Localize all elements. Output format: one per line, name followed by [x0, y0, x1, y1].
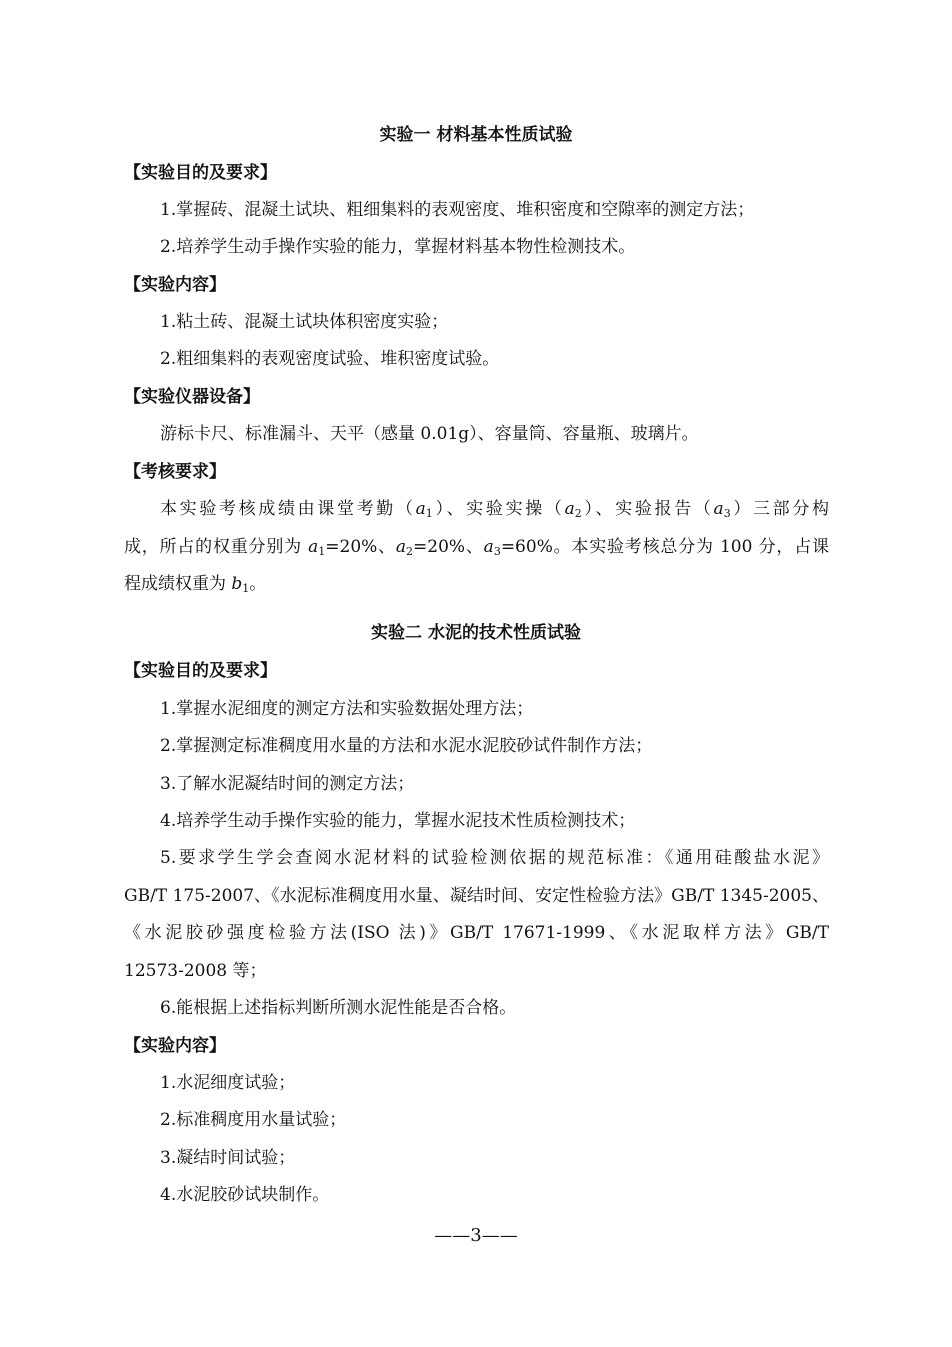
- exp2-goal-5-line-3: 《水泥胶砂强度检验方法(ISO 法)》GB/T 17671-1999、《水泥取样方法》GB/T: [124, 923, 829, 943]
- exp2-content-2: 2.标准稠度用水量试验；: [160, 1110, 347, 1130]
- exp2-goal-2: 2.掌握测定标准稠度用水量的方法和水泥水泥胶砂试件制作方法；: [160, 736, 653, 756]
- exp1-assessment-line-3: 程成绩权重为 $b_1$。: [124, 574, 267, 595]
- exp2-content-3: 3.凝结时间试验；: [160, 1148, 296, 1168]
- exp2-goal-6: 6.能根据上述指标判断所测水泥性能是否合格。: [160, 998, 517, 1018]
- exp1-assessment-line-1: 本实验考核成绩由课堂考勤$(a_1)$、实验实操$(a_2)$、实验报告$(a_3)$三部分构: [160, 499, 830, 520]
- exp1-assessment-line-2: 成，所占的权重分别为 $a_1=20\%$、$a_2=20\%$、$a_3=60\%$。本实验考核总分为 100 分，占课: [124, 537, 830, 558]
- exp1-content-2: 2.粗细集料的表观密度试验、堆积密度试验。: [160, 349, 500, 369]
- exp1-heading-goal: 【实验目的及要求】: [124, 163, 277, 183]
- exp2-goal-5-line-2: GB/T 175-2007、《水泥标准稠度用水量、凝结时间、安定性检验方法》GB/T 1345-2005、: [124, 886, 829, 906]
- exp1-heading-assessment: 【考核要求】: [124, 462, 226, 482]
- exp1-heading-content: 【实验内容】: [124, 275, 226, 295]
- exp2-goal-1: 1.掌握水泥细度的测定方法和实验数据处理方法；: [160, 699, 534, 719]
- exp1-content-1: 1.粘土砖、混凝土试块体积密度实验；: [160, 312, 449, 332]
- exp2-goal-3: 3.了解水泥凝结时间的测定方法；: [160, 774, 415, 794]
- exp1-heading-equipment: 【实验仪器设备】: [124, 387, 260, 407]
- exp2-goal-5-line-1: 5.要求学生学会查阅水泥材料的试验检测依据的规范标准：《通用硅酸盐水泥》: [160, 848, 829, 868]
- exp2-heading-content: 【实验内容】: [124, 1036, 226, 1056]
- exp1-goal-1: 1.掌握砖、混凝土试块、粗细集料的表观密度、堆积密度和空隙率的测定方法；: [160, 200, 755, 220]
- exp1-title: 实验一 材料基本性质试验: [379, 125, 573, 145]
- exp2-goal-5-line-4: 12573-2008 等；: [124, 961, 267, 981]
- exp2-content-1: 1.水泥细度试验；: [160, 1073, 296, 1093]
- exp1-equipment: 游标卡尺、标准漏斗、天平（感量 0.01g）、容量筒、容量瓶、玻璃片。: [160, 424, 699, 444]
- exp2-content-4: 4.水泥胶砂试块制作。: [160, 1185, 330, 1205]
- page-number: ——3——: [434, 1225, 518, 1246]
- exp2-title: 实验二 水泥的技术性质试验: [371, 623, 581, 643]
- exp2-heading-goal: 【实验目的及要求】: [124, 661, 277, 681]
- exp1-goal-2: 2.培养学生动手操作实验的能力，掌握材料基本物性检测技术。: [160, 237, 636, 257]
- exp2-goal-4: 4.培养学生动手操作实验的能力，掌握水泥技术性质检测技术；: [160, 811, 636, 831]
